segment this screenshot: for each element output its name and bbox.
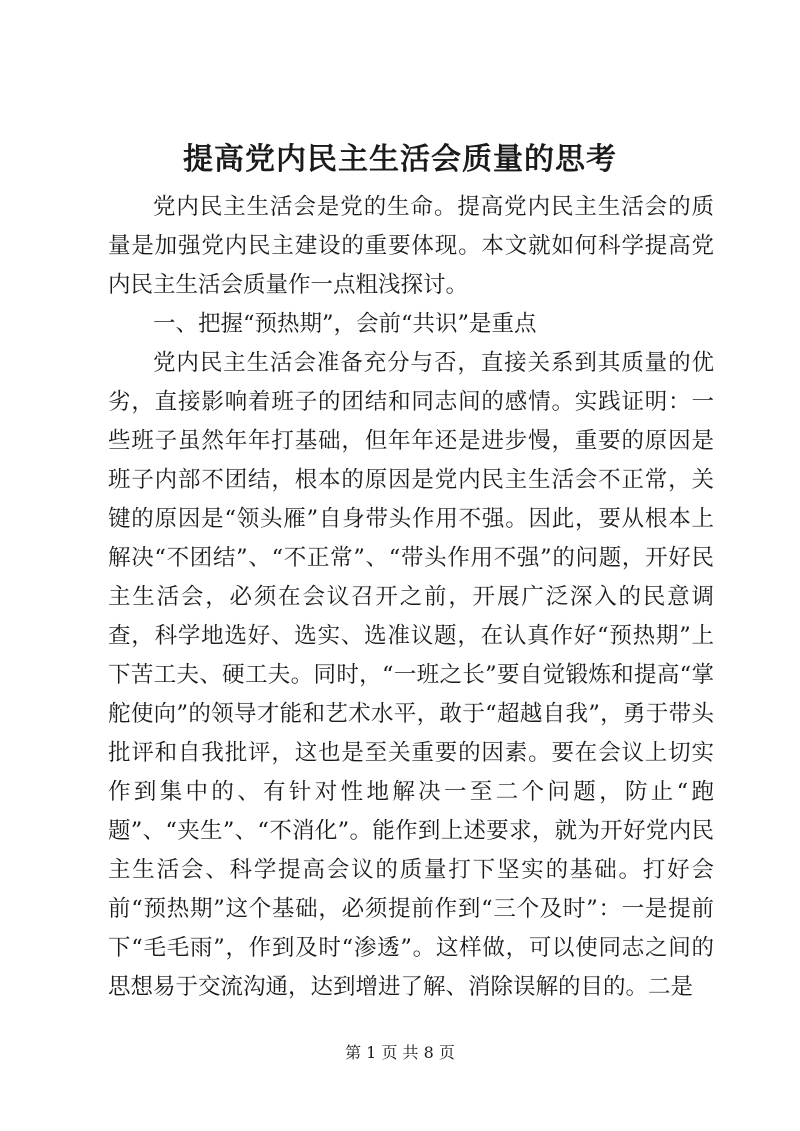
intro-paragraph: 党内民主生活会是党的生命。提高党内民主生活会的质量是加强党内民主建设的重要体现。本文就如何科学提高党内民主生活会质量作一点粗浅探讨。 [108,194,714,298]
section-heading: 一、把握“预热期”，会前“共识”是重点 [153,311,537,337]
document-title: 提高党内民主生活会质量的思考 [183,142,617,177]
page-number-footer: 第 1 页 共 8 页 [345,1043,455,1062]
document-body [108,188,714,1007]
section-paragraph: 党内民主生活会准备充分与否，直接关系到其质量的优劣，直接影响着班子的团结和同志间的感情。实践证明：一些班子虽然年年打基础，但年年还是进步慢，重要的原因是班子内部不团结，根本的原因是党内民主生活会不正常，关键的原因是“领头雁”自身带头作用不强。因此，要从根本上解决“不团结”、“不正常”、“带头作用不强”的问题，开好民主生活会，必须在会议召开之前，开展广泛深入的民意调查，科学地选好、选实、选准议题，在认真作好“预热期”上下苦工夫、硬工夫。同时，“一班之长”要自觉锻炼和提高“掌舵使向”的领导才能和艺术水平，敢于“超越自我”，勇于带头批评和自我批评，这也是至关重要的因素。要在会议上切实作到集中的、有针对性地解决一至二个问题，防止“跑题”、“夹生”、“不消化”。能作到上述要求，就为开好党内民主生活会、科学提高会议的质量打下坚实的基础。打好会前“预热期”这个基础，必须提前作到“三个及时”：一是提前下“毛毛雨”，作到及时“渗透”。这样做，可以使同志之间的思想易于交流沟通，达到增进了解、消除误解的目的。二是 [108,350,714,1000]
